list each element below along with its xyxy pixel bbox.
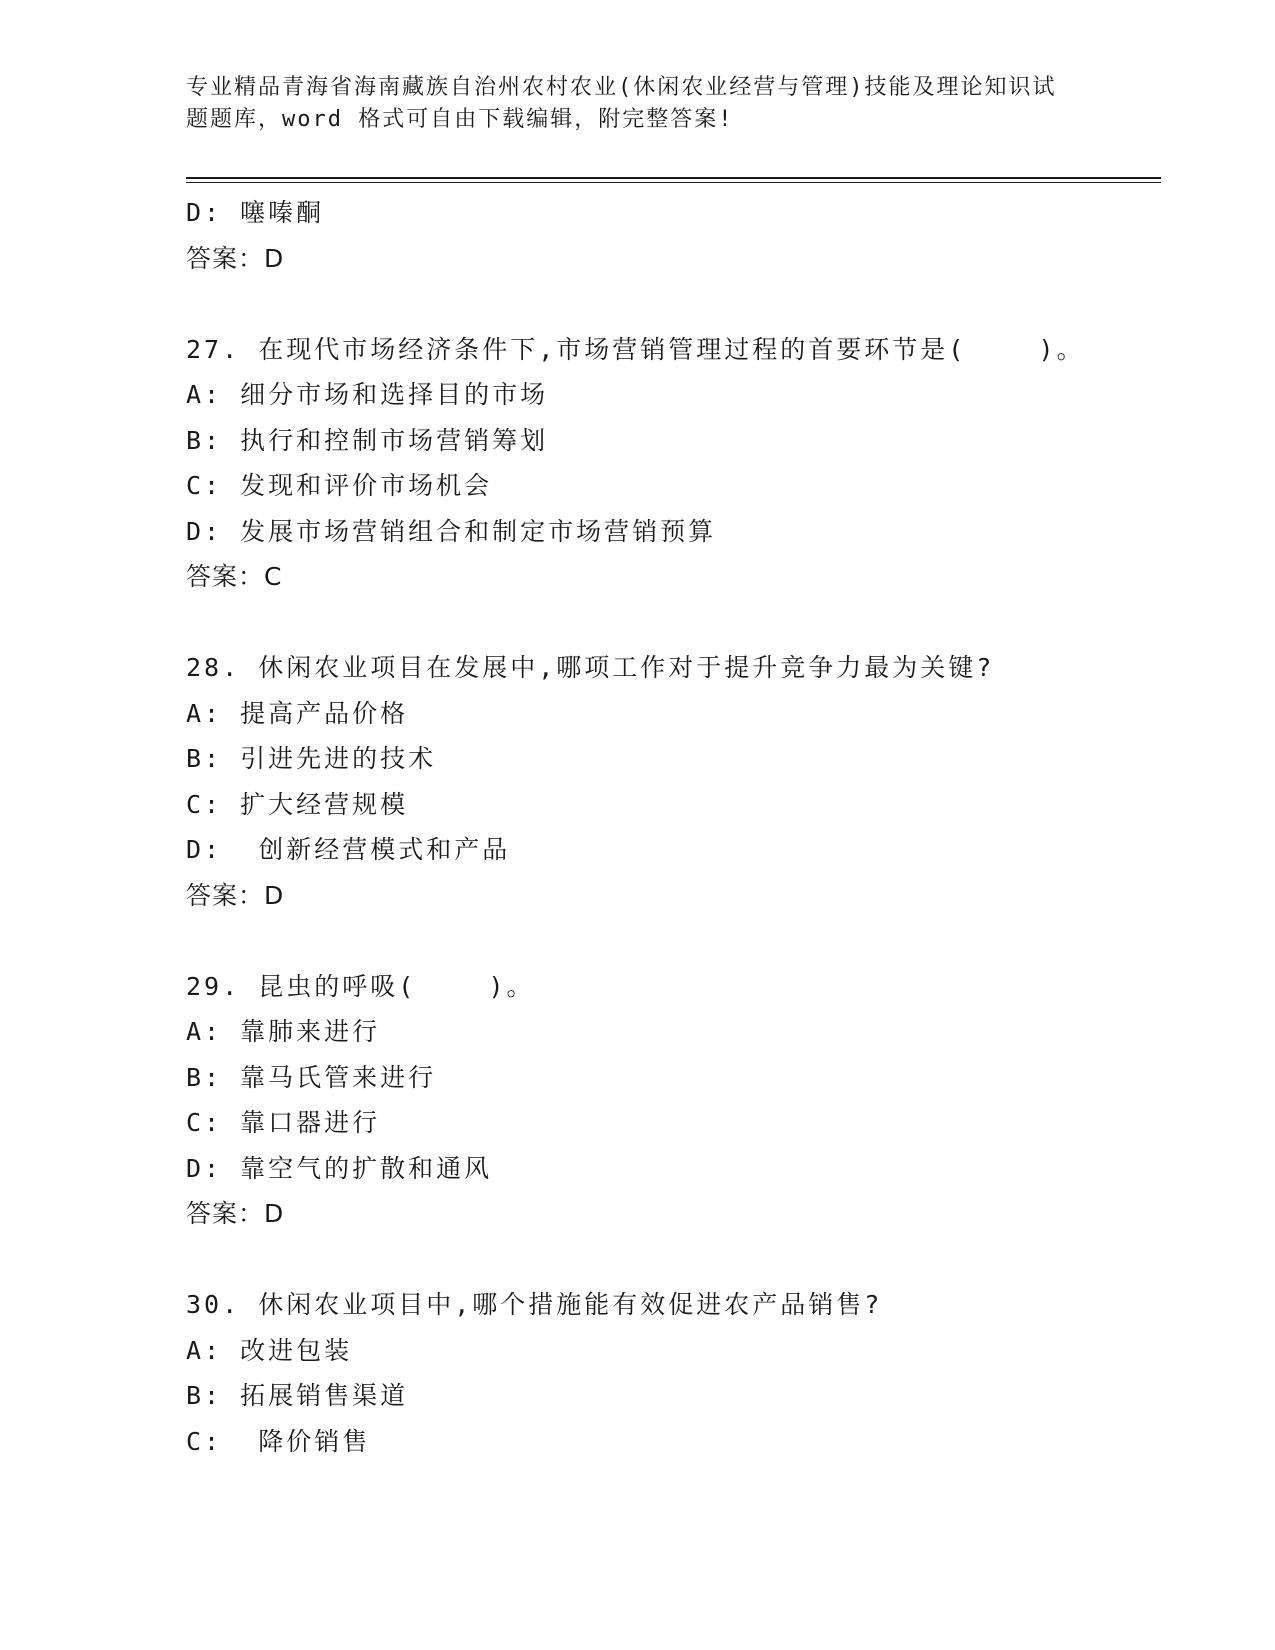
header-title-line-2: 题题库，word 格式可自由下载编辑，附完整答案! <box>186 107 734 132</box>
option-b: B: 引进先进的技术 <box>186 744 437 773</box>
question-list <box>186 190 1161 1464</box>
header-title-line-1: 专业精品青海省海南藏族自治州农村农业(休闲农业经营与管理)技能及理论知识试 <box>186 75 1057 100</box>
question-block <box>186 1282 1161 1464</box>
spacer <box>186 600 1161 646</box>
question-block <box>186 327 1161 600</box>
question-stem: 27. 在现代市场经济条件下,市场营销管理过程的首要环节是( )。 <box>186 334 1085 364</box>
option-c: C: 扩大经营规模 <box>186 789 409 819</box>
option-c: C: 降价销售 <box>186 1426 371 1456</box>
header-divider-thin <box>186 182 1161 183</box>
q26-option-d: D: 噻嗪酮 <box>186 198 325 227</box>
question-stem: 29. 昆虫的呼吸( )。 <box>186 971 535 1001</box>
option-d: D: 发展市场营销组合和制定市场营销预算 <box>186 516 717 546</box>
option-b: B: 靠马氏管来进行 <box>186 1062 437 1092</box>
option-a: A: 提高产品价格 <box>186 698 409 728</box>
option-d: D: 创新经营模式和产品 <box>186 835 511 864</box>
option-a: A: 靠肺来进行 <box>186 1017 381 1046</box>
option-d: D: 靠空气的扩散和通风 <box>186 1153 493 1183</box>
q26-answer: 答案：D <box>186 243 285 273</box>
option-b: B: 执行和控制市场营销筹划 <box>186 425 549 455</box>
question-stem: 28. 休闲农业项目在发展中,哪项工作对于提升竞争力最为关键? <box>186 653 995 682</box>
question-stem: 30. 休闲农业项目中,哪个措施能有效促进农产品销售? <box>186 1290 883 1319</box>
option-c: C: 发现和评价市场机会 <box>186 471 493 500</box>
option-a: A: 细分市场和选择目的市场 <box>186 380 549 409</box>
option-b: B: 拓展销售渠道 <box>186 1381 409 1410</box>
spacer <box>186 1237 1161 1283</box>
spacer <box>186 918 1161 964</box>
option-c: C: 靠口器进行 <box>186 1108 381 1137</box>
option-a: A: 改进包装 <box>186 1335 353 1365</box>
question-block <box>186 964 1161 1237</box>
answer-line: 答案：D <box>186 880 285 910</box>
answer-line: 答案：D <box>186 1199 285 1228</box>
document-header <box>186 72 1106 136</box>
question-block <box>186 645 1161 918</box>
answer-line: 答案：C <box>186 562 283 591</box>
header-divider <box>186 177 1161 179</box>
spacer <box>186 281 1161 327</box>
